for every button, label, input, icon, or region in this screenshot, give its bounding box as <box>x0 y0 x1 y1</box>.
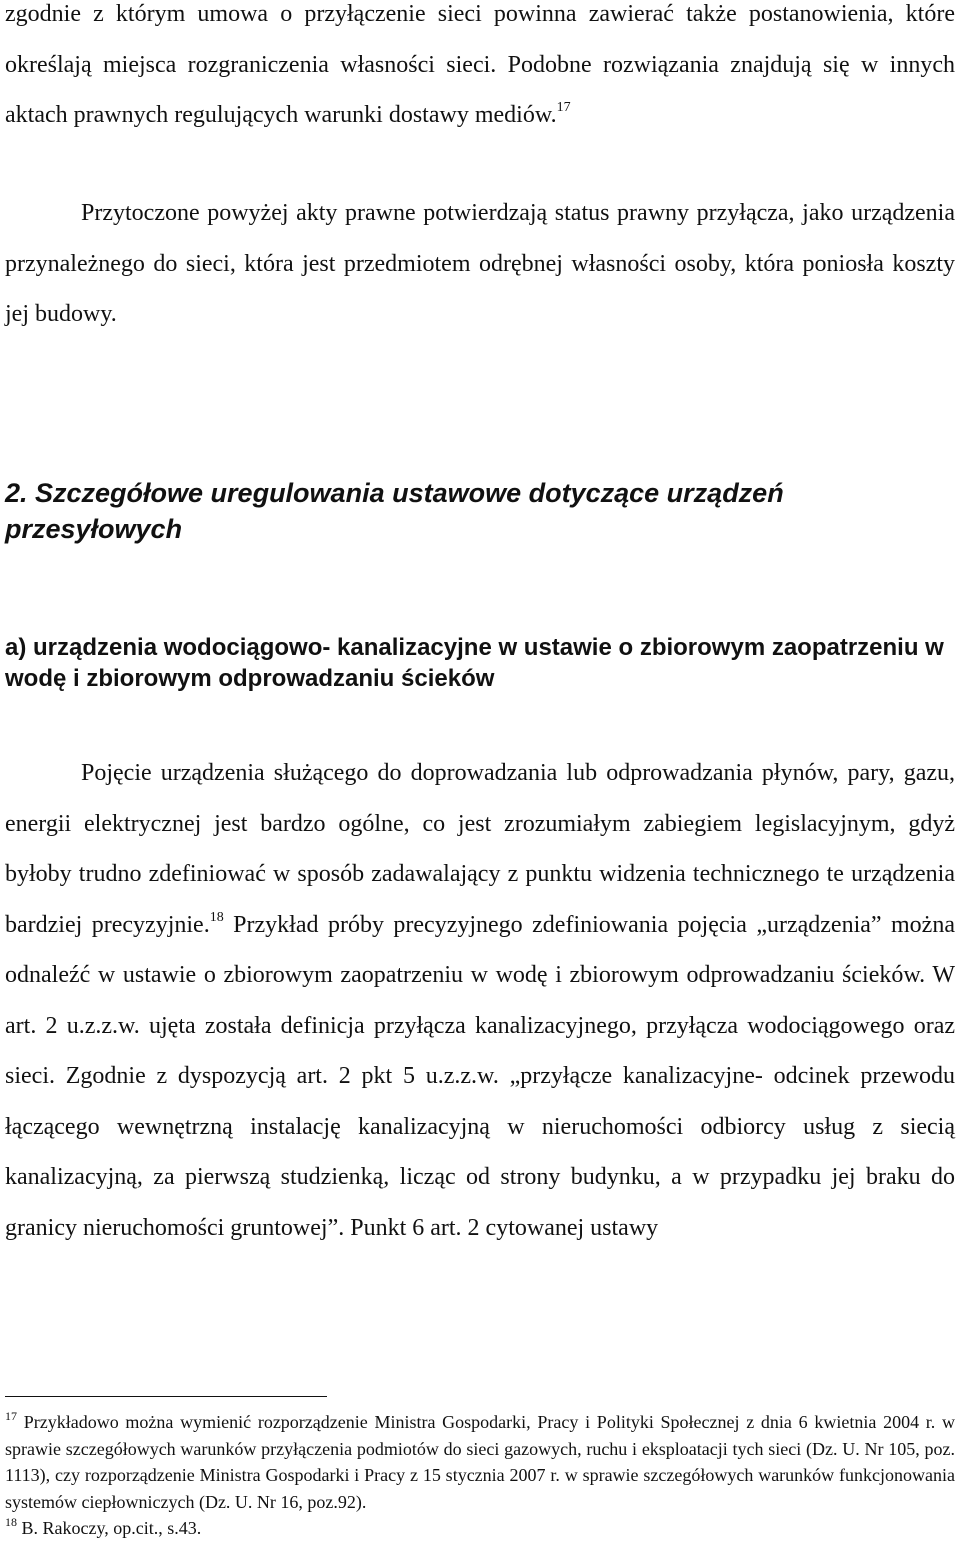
paragraph <box>5 188 955 340</box>
footnote-text: Przykładowo można wymienić rozporządzenie Ministra Gospodarki, Pracy i Polityki Społecznej z dnia 6 kwietnia 2004 r. w sprawie szczegółowych warunków przyłączenia podmiotów do sieci gazowych, ruchu i eksploatacji tych sieci (Dz. U. Nr 105, poz. 1113), czy rozporządzenie Ministra Gospodarki i Pracy z 15 stycznia 2007 r. w sprawie szczegółowych warunków funkcjonowania systemów ciepłowniczych (Dz. U. Nr 16, poz.92). <box>5 1412 955 1512</box>
footnote-reference: 17 <box>556 100 571 115</box>
paragraph-text: Przykład próby precyzyjnego zdefiniowania pojęcia „urządzenia” można odnaleźć w ustawie o zbiorowym zaopatrzeniu w wodę i zbiorowym odprowadzaniu ścieków. W art. 2 u.z.z.w. ujęta została definicja przyłącza kanalizacyjnego, przyłącza wodociągowego oraz sieci. Zgodnie z dyspozycją art. 2 pkt 5 u.z.z.w. „przyłącze kanalizacyjne- odcinek przewodu łączącego wewnętrzną instalację kanalizacyjną w nieruchomości odbiorcy usług z siecią kanalizacyjną, za pierwszą studzienką, licząc od strony budynku, a w przypadku jej braku do granicy nieruchomości gruntowej”. Punkt 6 art. 2 cytowanej ustawy <box>5 911 955 1241</box>
subsection-heading-text: a) urządzenia wodociągowo- kanalizacyjne w ustawie o zbiorowym zaopatrzeniu w wodę i zbiorowym odprowadzaniu ścieków <box>5 634 944 692</box>
footnote <box>5 1515 955 1542</box>
paragraph <box>5 748 955 1253</box>
footnote-number: 18 <box>5 1515 17 1529</box>
footnote-reference: 18 <box>209 909 224 925</box>
paragraph-text: zgodnie z którym umowa o przyłączenie sieci powinna zawierać także postanowienia, które określają miejsca rozgraniczenia własności sieci. Podobne rozwiązania znajdują się w innych aktach prawnych regulujących warunki dostawy mediów. <box>5 1 955 128</box>
footnotes <box>5 1409 955 1542</box>
section-heading-text: 2. Szczegółowe uregulowania ustawowe dotyczące urządzeń przesyłowych <box>5 478 784 544</box>
paragraph-text: Przytoczone powyżej akty prawne potwierdzają status prawny przyłącza, jako urządzenia przynależnego do sieci, która jest przedmiotem odrębnej własności osoby, która poniosła koszty jej budowy. <box>5 200 955 327</box>
footnote-separator <box>5 1396 327 1397</box>
footnote <box>5 1409 955 1515</box>
paragraph-text: Pojęcie urządzenia służącego do doprowadzania lub odprowadzania płynów, pary, gazu, energii elektrycznej jest bardzo ogólne, co jest zrozumiałym zabiegiem legislacyjnym, gdyż byłoby trudno zdefiniować w sposób zadawalający z punktu widzenia technicznego te urządzenia bardziej precyzyjnie. <box>5 760 955 938</box>
paragraph-continued <box>5 0 955 141</box>
footnote-text: B. Rakoczy, op.cit., s.43. <box>17 1518 202 1538</box>
subsection-heading <box>5 632 955 694</box>
footnote-number: 17 <box>5 1409 17 1423</box>
section-heading <box>5 475 955 547</box>
document-page <box>5 0 955 1567</box>
